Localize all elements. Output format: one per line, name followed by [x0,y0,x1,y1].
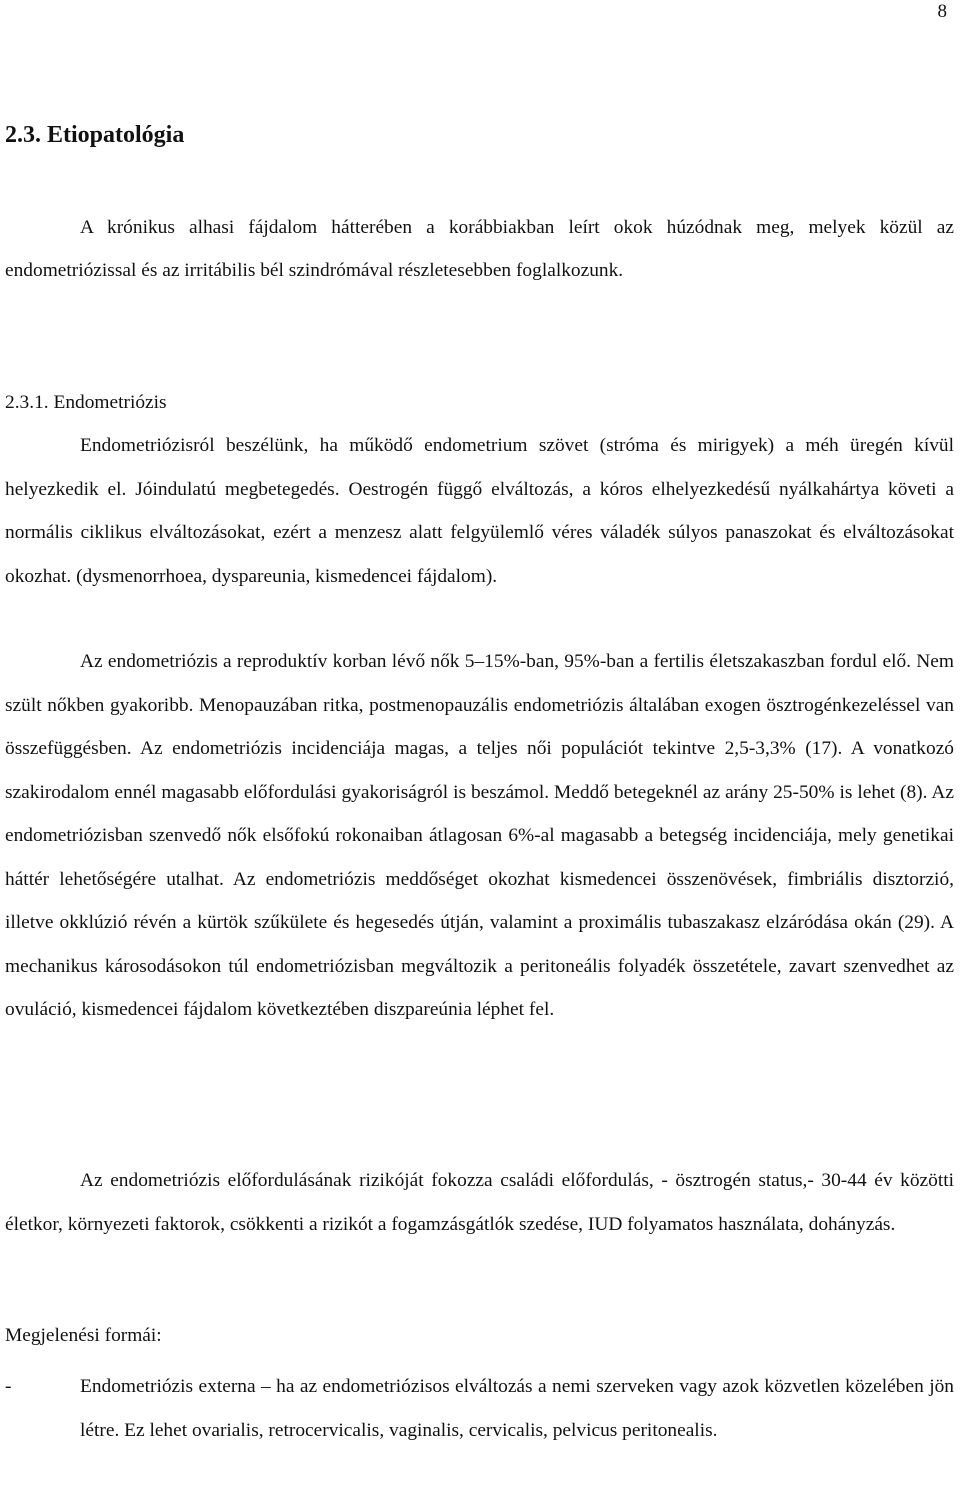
body-paragraph-risk-factors: Az endometriózis előfordulásának rizikóját fokozza családi előfordulás, - ösztrogén status,- 30-44 év közötti életkor, környezeti faktorok, csökkenti a rizikót a fogamzásgátlók szedése, IUD folyamatos használata, dohányzás. [5,1170,954,1235]
list-item-text: Endometriózis externa – ha az endometriózisos elváltozás a nemi szerveken vagy azok közvetlen közelében jön létre. Ez lehet ovarialis, retrocervicalis, vaginalis, cervicalis, pelvicus peritonealis. [80,1376,954,1441]
body-paragraph-definition: Endometriózisról beszélünk, ha működő endometrium szövet (stróma és mirigyek) a méh üregén kívül helyezkedik el. Jóindulatú megbetegedés. Oestrogén függő elváltozás, a kóros elhelyezkedésű nyálkahártya követi a normális ciklikus elváltozásokat, ezért a menzesz alatt felgyülemlő véres váladék súlyos panaszokat és elváltozásokat okozhat. (dysmenorrhoea, dyspareunia, kismedencei fájdalom). [5,435,954,587]
body-paragraph-epidemiology: Az endometriózis a reproduktív korban lévő nők 5–15%-ban, 95%-ban a fertilis életszakaszban fordul elő. Nem szült nőkben gyakoribb. Menopauzában ritka, postmenopauzális endometriózis általában exogen ösztrogénkezeléssel van összefüggésben. Az endometriózis incidenciája magas, a teljes női populációt tekintve 2,5-3,3% (17). A vonatkozó szakirodalom ennél magasabb előfordulási gyakoriságról is beszámol. Meddő betegeknél az arány 25-50% is lehet (8). Az endometriózisban szenvedő nők elsőfokú rokonaiban átlagosan 6%-al magasabb a betegség incidenciája, mely genetikai háttér lehetőségére utalhat. Az endometriózis meddőséget okozhat kismedencei összenövések, fimbriális disztorzió, illetve okklúzió révén a kürtök szűkülete és hegesedés útján, valamint a proximális tubaszakasz elzáródása okán (29). A mechanikus károsodásokon túl endometriózisban megváltozik a peritoneális folyadék összetétele, zavart szenvedhet az ovuláció, kismedencei fájdalom következtében diszpareúnia léphet fel. [5,651,954,1020]
list-item [5,1365,954,1453]
subsection-title: 2.3.1. Endometriózis [5,392,167,413]
forms-list [5,1365,954,1453]
intro-paragraph: A krónikus alhasi fájdalom hátterében a korábbiakban leírt okok húzódnak meg, melyek közül az endometriózissal és az irritábilis bél szindrómával részletesebben foglalkozunk. [5,217,954,281]
forms-heading: Megjelenési formái: [5,1325,162,1346]
section-heading: 2.3. Etiopatológia [5,122,185,148]
list-bullet: - [5,1376,12,1397]
page-number: 8 [937,1,947,22]
